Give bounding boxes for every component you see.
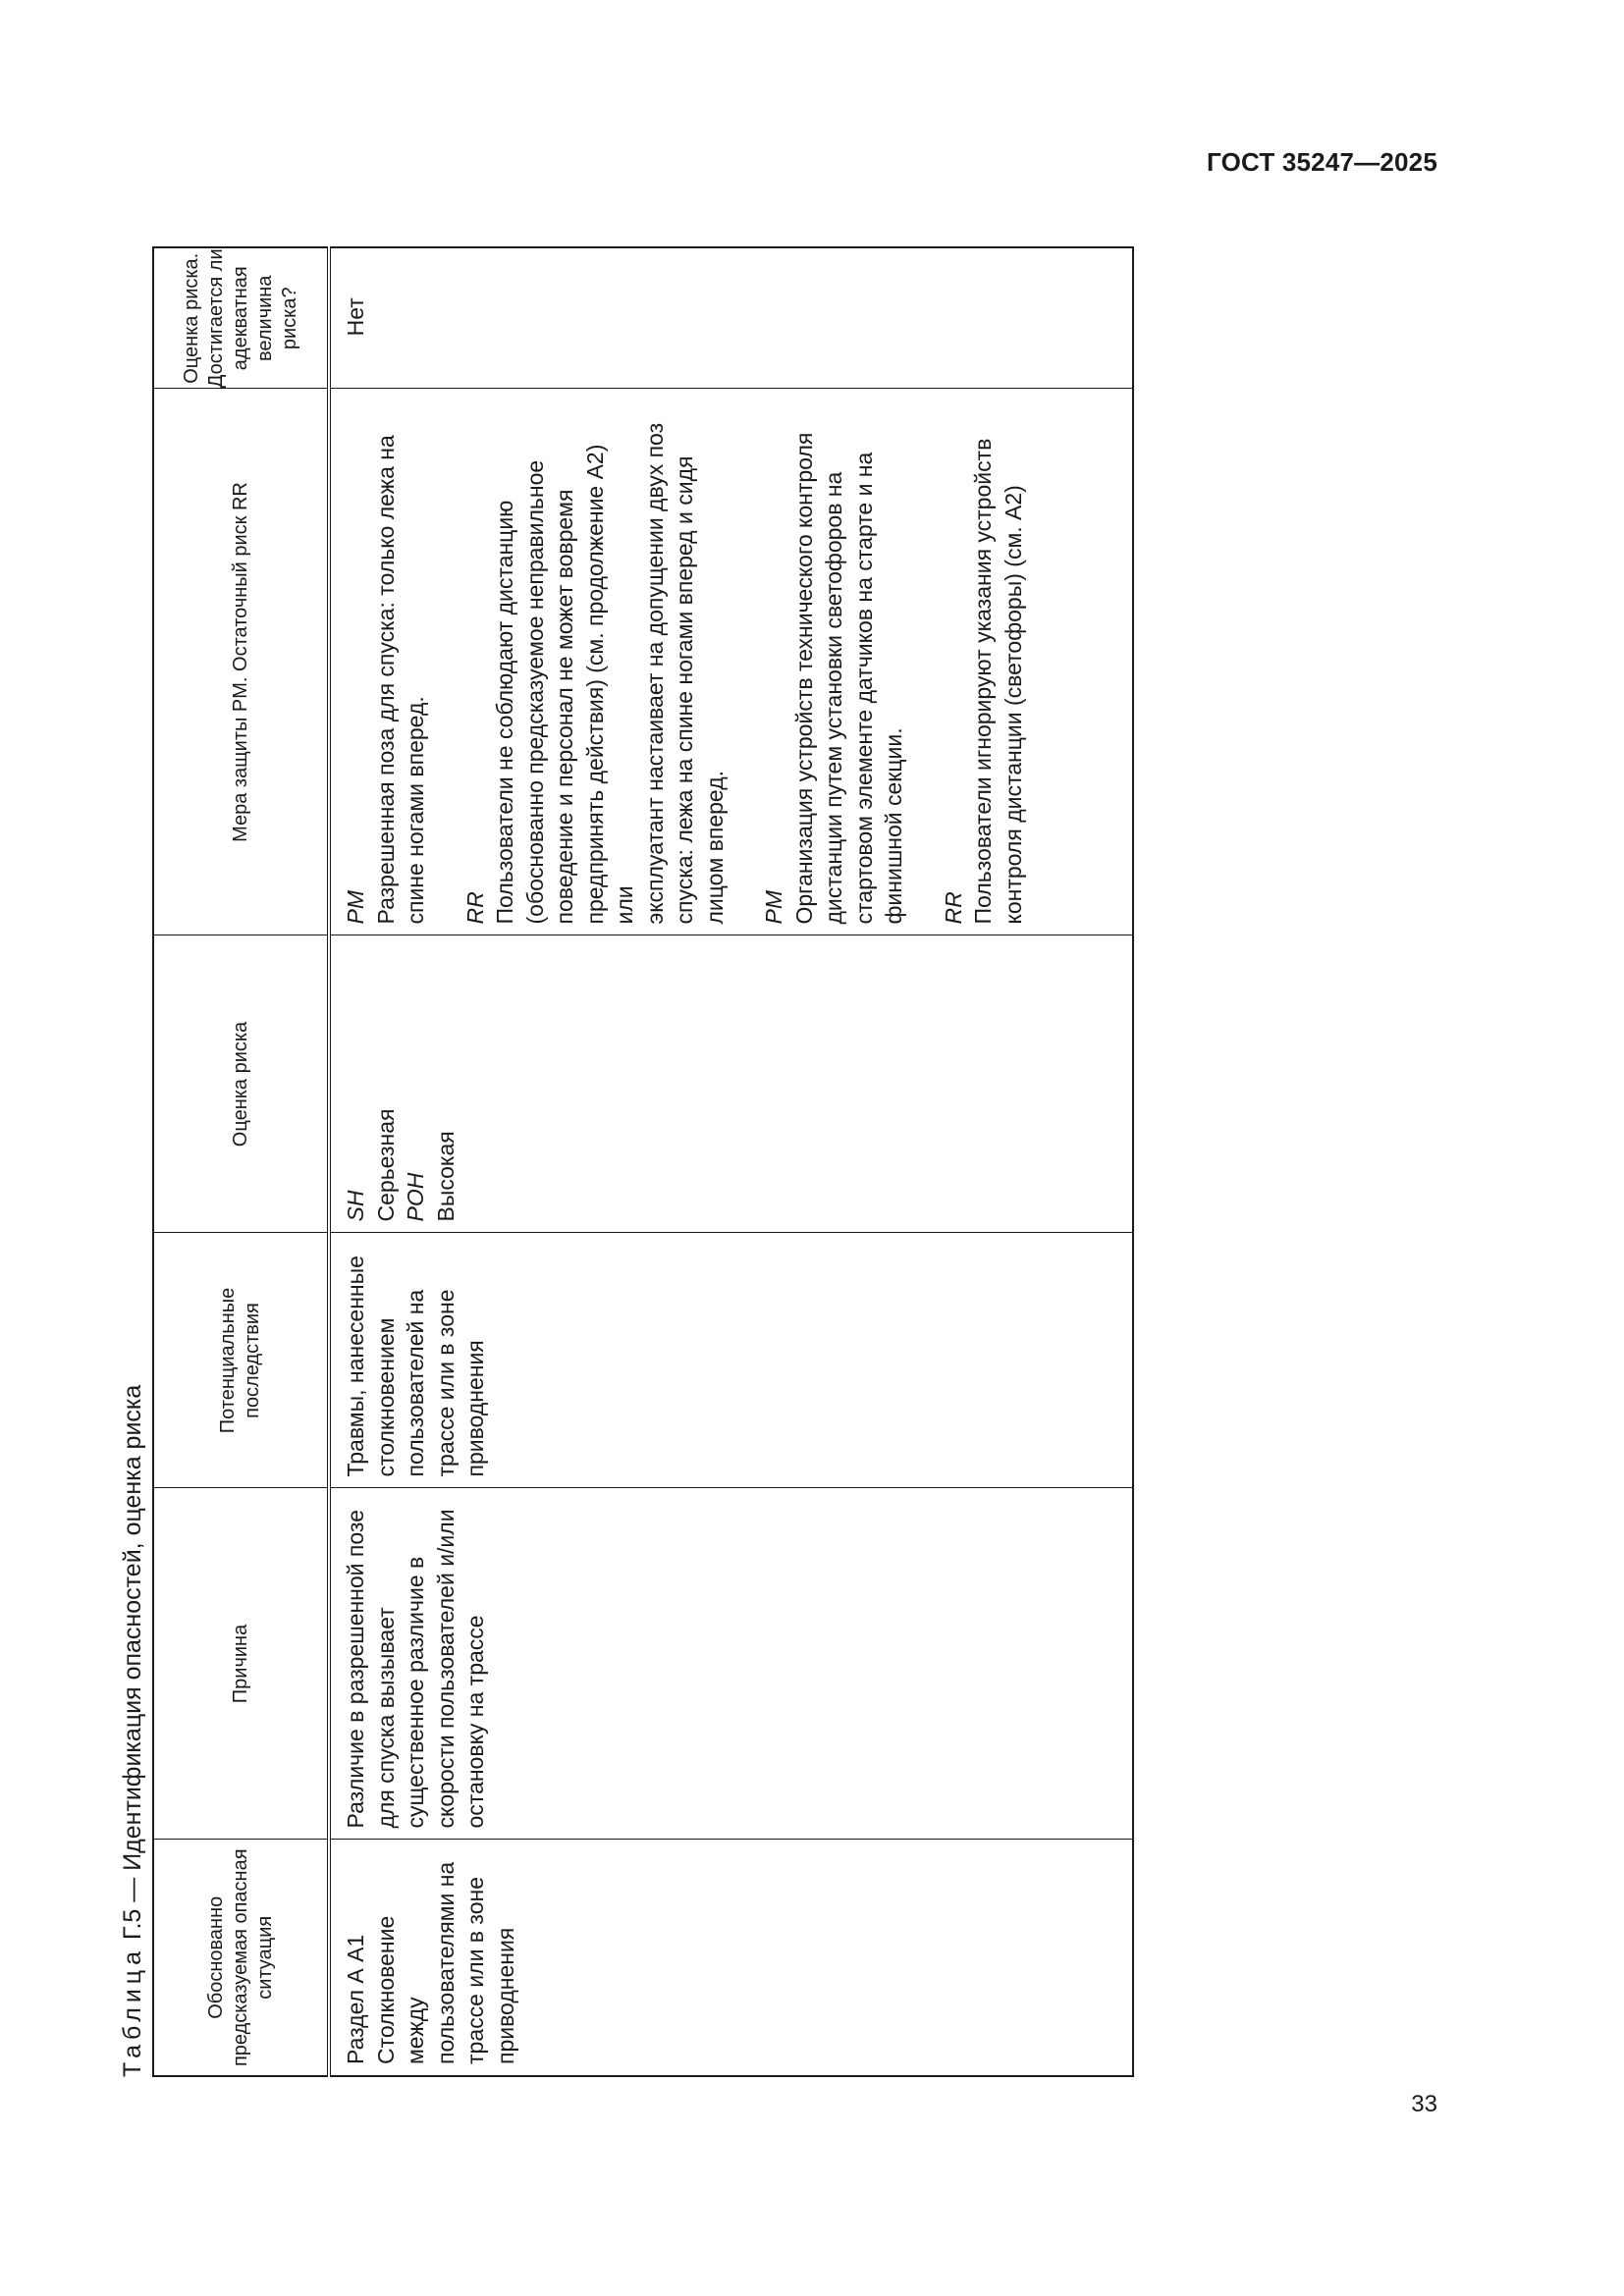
page-number: 33 xyxy=(1411,2091,1437,2117)
consequences-text: Травмы, нанесенные столкновением пользователей на трассе или в зоне приводнения xyxy=(343,1255,488,1477)
pm2-label: PM xyxy=(761,890,786,925)
cell-risk xyxy=(329,935,1133,1233)
col-header-risk: Оценка риска xyxy=(153,935,329,1233)
rr1-text2: эксплуатант настаивает на допущении двух поз спуска: лежа на спине ногами вперед и сидя лицом вперед. xyxy=(641,422,728,925)
col-header-consequences: Потенциальные последствия xyxy=(153,1233,329,1488)
pm1-label: PM xyxy=(343,890,368,925)
pm2-text: Организация устройств технического контроля дистанции путем установки светофоров на стартовом элементе датчиков на старте и на финишной секции. xyxy=(790,432,906,925)
hazard-table xyxy=(152,246,1134,2077)
table-header-row xyxy=(153,247,329,2076)
rr2-label: RR xyxy=(940,891,966,925)
col-header-cause: Причина xyxy=(153,1488,329,1840)
rr1-label: RR xyxy=(461,891,488,925)
caption-text: Г.5 — Идентификация опасностей, оценка риска xyxy=(119,1384,146,1941)
rr1-or: или xyxy=(612,885,637,925)
cell-measures xyxy=(329,389,1133,935)
risk-sh-label: SH xyxy=(343,1190,368,1222)
risk-sh-value: Серьезная xyxy=(372,1108,399,1222)
rr2-text: Пользователи игнорируют указания устройств контроля дистанции (светофоры) (см. А2) xyxy=(970,438,1026,925)
cause-text: Различие в разрешенной позе для спуска вызывает существенное различие в скорости пользователей и/или остановку на трассе xyxy=(343,1509,488,1829)
caption-word: Таблица xyxy=(119,1946,146,2077)
table-caption xyxy=(113,29,152,2077)
cell-consequences xyxy=(329,1233,1133,1488)
col-header-measures: Мера защиты PM. Остаточный риск RR xyxy=(153,389,329,935)
rr1-text: Пользователи не соблюдают дистанцию (обоснованно предсказуемое неправильное поведение и персонал не может вовремя предпринять действия) (см. продолжение А2) xyxy=(492,444,608,925)
cell-situation xyxy=(329,1840,1133,2076)
rotated-table-block xyxy=(113,29,1095,2077)
col-header-situation: Обоснованно предсказуемая опасная ситуация xyxy=(153,1840,329,2076)
risk-poh-label: POH xyxy=(403,1172,428,1222)
risk-poh-value: Высокая xyxy=(432,1131,459,1222)
adequate-value: Нет xyxy=(343,297,368,337)
table-row xyxy=(329,247,1133,2076)
situation-text: Раздел А А1 Столкновение между пользователями на трассе или в зоне приводнения xyxy=(343,1861,518,2064)
col-header-adequate: Оценка риска. Достигается ли адекватная величина риска? xyxy=(153,247,329,389)
pm1-text: Разрешенная поза для спуска: только лежа на спине ногами вперед. xyxy=(372,435,428,925)
cell-cause xyxy=(329,1488,1133,1840)
standard-designation: ГОСТ 35247—2025 xyxy=(1207,147,1437,177)
cell-adequate xyxy=(329,247,1133,389)
